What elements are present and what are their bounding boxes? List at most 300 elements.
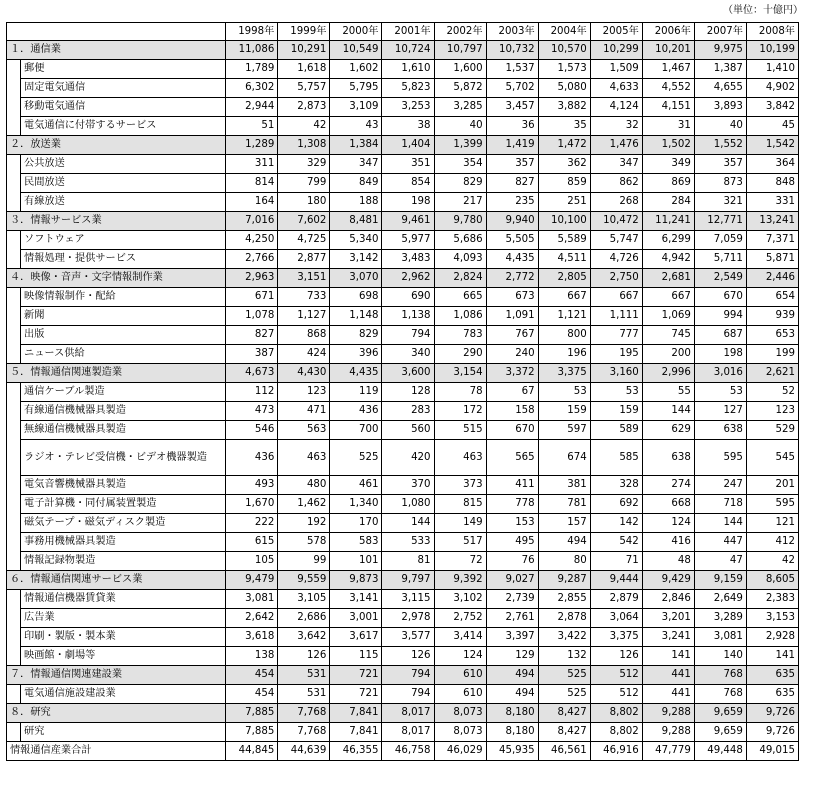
value-cell: 8,427 xyxy=(538,704,590,723)
value-cell: 687 xyxy=(694,326,746,345)
value-cell: 585 xyxy=(590,440,642,476)
value-cell: 610 xyxy=(434,666,486,685)
value-cell: 9,287 xyxy=(538,571,590,590)
item-label: 映画館・劇場等 xyxy=(21,647,226,666)
value-cell: 849 xyxy=(330,174,382,193)
item-label: ニュース供給 xyxy=(21,345,226,364)
value-cell: 55 xyxy=(642,383,694,402)
value-cell: 4,511 xyxy=(538,250,590,269)
value-cell: 5,795 xyxy=(330,79,382,98)
value-cell: 546 xyxy=(226,421,278,440)
value-cell: 10,291 xyxy=(278,41,330,60)
value-cell: 76 xyxy=(486,552,538,571)
value-cell: 9,726 xyxy=(746,704,798,723)
indent-cell xyxy=(7,60,21,79)
value-cell: 2,877 xyxy=(278,250,330,269)
value-cell: 673 xyxy=(486,288,538,307)
value-cell: 36 xyxy=(486,117,538,136)
value-cell: 46,561 xyxy=(538,742,590,761)
value-cell: 10,199 xyxy=(746,41,798,60)
value-cell: 196 xyxy=(538,345,590,364)
indent-cell xyxy=(7,402,21,421)
section-label: ３．情報サービス業 xyxy=(7,212,226,231)
value-cell: 589 xyxy=(590,421,642,440)
value-cell: 9,288 xyxy=(642,723,694,742)
value-cell: 5,871 xyxy=(746,250,798,269)
value-cell: 5,823 xyxy=(382,79,434,98)
value-cell: 1,670 xyxy=(226,495,278,514)
value-cell: 10,201 xyxy=(642,41,694,60)
value-cell: 424 xyxy=(278,345,330,364)
value-cell: 321 xyxy=(694,193,746,212)
value-cell: 53 xyxy=(694,383,746,402)
value-cell: 1,080 xyxy=(382,495,434,514)
value-cell: 1,091 xyxy=(486,307,538,326)
section-row xyxy=(7,364,799,383)
item-label: 公共放送 xyxy=(21,155,226,174)
value-cell: 667 xyxy=(590,288,642,307)
value-cell: 47 xyxy=(694,552,746,571)
value-cell: 411 xyxy=(486,476,538,495)
item-label: 研究 xyxy=(21,723,226,742)
value-cell: 869 xyxy=(642,174,694,193)
value-cell: 670 xyxy=(694,288,746,307)
value-cell: 311 xyxy=(226,155,278,174)
value-cell: 328 xyxy=(590,476,642,495)
value-cell: 2,846 xyxy=(642,590,694,609)
value-cell: 1,573 xyxy=(538,60,590,79)
value-cell: 45,935 xyxy=(486,742,538,761)
value-cell: 3,414 xyxy=(434,628,486,647)
value-cell: 721 xyxy=(330,666,382,685)
value-cell: 8,481 xyxy=(330,212,382,231)
value-cell: 7,885 xyxy=(226,704,278,723)
value-cell: 525 xyxy=(538,685,590,704)
value-cell: 461 xyxy=(330,476,382,495)
value-cell: 7,768 xyxy=(278,704,330,723)
item-label: 広告業 xyxy=(21,609,226,628)
value-cell: 340 xyxy=(382,345,434,364)
item-label: ラジオ・テレビ受信機・ビデオ機器製造 xyxy=(21,440,226,476)
value-cell: 121 xyxy=(746,514,798,533)
value-cell: 2,805 xyxy=(538,269,590,288)
value-cell: 1,404 xyxy=(382,136,434,155)
item-row xyxy=(7,231,799,250)
value-cell: 1,537 xyxy=(486,60,538,79)
value-cell: 381 xyxy=(538,476,590,495)
value-cell: 126 xyxy=(590,647,642,666)
value-cell: 201 xyxy=(746,476,798,495)
year-header: 2006年 xyxy=(642,23,694,41)
value-cell: 9,288 xyxy=(642,704,694,723)
value-cell: 396 xyxy=(330,345,382,364)
indent-cell xyxy=(7,79,21,98)
value-cell: 768 xyxy=(694,685,746,704)
item-row xyxy=(7,174,799,193)
item-label: 新聞 xyxy=(21,307,226,326)
value-cell: 563 xyxy=(278,421,330,440)
value-cell: 721 xyxy=(330,685,382,704)
value-cell: 124 xyxy=(434,647,486,666)
value-cell: 2,772 xyxy=(486,269,538,288)
value-cell: 71 xyxy=(590,552,642,571)
value-cell: 441 xyxy=(642,666,694,685)
value-cell: 159 xyxy=(590,402,642,421)
value-cell: 141 xyxy=(746,647,798,666)
value-cell: 128 xyxy=(382,383,434,402)
value-cell: 2,761 xyxy=(486,609,538,628)
value-cell: 141 xyxy=(642,647,694,666)
item-row xyxy=(7,307,799,326)
value-cell: 1,509 xyxy=(590,60,642,79)
value-cell: 3,457 xyxy=(486,98,538,117)
value-cell: 525 xyxy=(330,440,382,476)
value-cell: 10,299 xyxy=(590,41,642,60)
value-cell: 43 xyxy=(330,117,382,136)
value-cell: 597 xyxy=(538,421,590,440)
item-label: 有線通信機械器具製造 xyxy=(21,402,226,421)
value-cell: 9,873 xyxy=(330,571,382,590)
indent-cell xyxy=(7,288,21,307)
value-cell: 357 xyxy=(486,155,538,174)
value-cell: 142 xyxy=(590,514,642,533)
value-cell: 1,308 xyxy=(278,136,330,155)
value-cell: 8,017 xyxy=(382,723,434,742)
value-cell: 4,725 xyxy=(278,231,330,250)
indent-cell xyxy=(7,231,21,250)
section-row xyxy=(7,571,799,590)
value-cell: 615 xyxy=(226,533,278,552)
item-label: 出版 xyxy=(21,326,226,345)
value-cell: 5,505 xyxy=(486,231,538,250)
value-cell: 494 xyxy=(538,533,590,552)
value-cell: 7,768 xyxy=(278,723,330,742)
value-cell: 9,659 xyxy=(694,723,746,742)
table-body xyxy=(7,41,799,761)
value-cell: 814 xyxy=(226,174,278,193)
value-cell: 329 xyxy=(278,155,330,174)
value-cell: 794 xyxy=(382,326,434,345)
item-row xyxy=(7,117,799,136)
value-cell: 44,845 xyxy=(226,742,278,761)
year-header: 2002年 xyxy=(434,23,486,41)
value-cell: 126 xyxy=(382,647,434,666)
value-cell: 12,771 xyxy=(694,212,746,231)
value-cell: 2,873 xyxy=(278,98,330,117)
value-cell: 3,154 xyxy=(434,364,486,383)
value-cell: 827 xyxy=(226,326,278,345)
value-cell: 859 xyxy=(538,174,590,193)
value-cell: 9,479 xyxy=(226,571,278,590)
section-label: ８．研究 xyxy=(7,704,226,723)
value-cell: 529 xyxy=(746,421,798,440)
indent-cell xyxy=(7,326,21,345)
value-cell: 78 xyxy=(434,383,486,402)
item-row xyxy=(7,495,799,514)
value-cell: 3,893 xyxy=(694,98,746,117)
value-cell: 42 xyxy=(746,552,798,571)
value-cell: 10,570 xyxy=(538,41,590,60)
value-cell: 158 xyxy=(486,402,538,421)
section-row xyxy=(7,666,799,685)
value-cell: 447 xyxy=(694,533,746,552)
value-cell: 494 xyxy=(486,685,538,704)
value-cell: 138 xyxy=(226,647,278,666)
indent-cell xyxy=(7,193,21,212)
value-cell: 5,702 xyxy=(486,79,538,98)
item-label: 移動電気通信 xyxy=(21,98,226,117)
value-cell: 994 xyxy=(694,307,746,326)
item-row xyxy=(7,288,799,307)
value-cell: 35 xyxy=(538,117,590,136)
value-cell: 595 xyxy=(694,440,746,476)
value-cell: 4,435 xyxy=(486,250,538,269)
item-row xyxy=(7,345,799,364)
value-cell: 53 xyxy=(538,383,590,402)
value-cell: 4,673 xyxy=(226,364,278,383)
value-cell: 31 xyxy=(642,117,694,136)
value-cell: 777 xyxy=(590,326,642,345)
indent-cell xyxy=(7,117,21,136)
item-label: 磁気テープ・磁気ディスク製造 xyxy=(21,514,226,533)
value-cell: 354 xyxy=(434,155,486,174)
value-cell: 638 xyxy=(694,421,746,440)
value-cell: 32 xyxy=(590,117,642,136)
indent-cell xyxy=(7,307,21,326)
value-cell: 2,878 xyxy=(538,609,590,628)
value-cell: 8,605 xyxy=(746,571,798,590)
value-cell: 10,472 xyxy=(590,212,642,231)
value-cell: 512 xyxy=(590,685,642,704)
value-cell: 1,086 xyxy=(434,307,486,326)
value-cell: 6,302 xyxy=(226,79,278,98)
value-cell: 9,429 xyxy=(642,571,694,590)
item-row xyxy=(7,60,799,79)
value-cell: 3,105 xyxy=(278,590,330,609)
value-cell: 10,732 xyxy=(486,41,538,60)
value-cell: 733 xyxy=(278,288,330,307)
value-cell: 8,802 xyxy=(590,704,642,723)
value-cell: 1,148 xyxy=(330,307,382,326)
section-label: ２．放送業 xyxy=(7,136,226,155)
value-cell: 101 xyxy=(330,552,382,571)
section-label: １．通信業 xyxy=(7,41,226,60)
year-header: 2004年 xyxy=(538,23,590,41)
value-cell: 2,739 xyxy=(486,590,538,609)
value-cell: 5,340 xyxy=(330,231,382,250)
value-cell: 698 xyxy=(330,288,382,307)
section-row xyxy=(7,136,799,155)
value-cell: 240 xyxy=(486,345,538,364)
value-cell: 454 xyxy=(226,685,278,704)
value-cell: 3,618 xyxy=(226,628,278,647)
value-cell: 9,027 xyxy=(486,571,538,590)
value-cell: 222 xyxy=(226,514,278,533)
value-cell: 3,160 xyxy=(590,364,642,383)
value-cell: 159 xyxy=(538,402,590,421)
indent-cell xyxy=(7,174,21,193)
value-cell: 38 xyxy=(382,117,434,136)
section-label: ５．情報通信関連製造業 xyxy=(7,364,226,383)
value-cell: 8,073 xyxy=(434,704,486,723)
value-cell: 2,855 xyxy=(538,590,590,609)
value-cell: 7,602 xyxy=(278,212,330,231)
value-cell: 565 xyxy=(486,440,538,476)
item-row xyxy=(7,590,799,609)
value-cell: 829 xyxy=(434,174,486,193)
item-label: 情報記録物製造 xyxy=(21,552,226,571)
item-row xyxy=(7,552,799,571)
value-cell: 3,375 xyxy=(538,364,590,383)
value-cell: 144 xyxy=(382,514,434,533)
value-cell: 1,111 xyxy=(590,307,642,326)
value-cell: 5,080 xyxy=(538,79,590,98)
value-cell: 4,633 xyxy=(590,79,642,98)
value-cell: 473 xyxy=(226,402,278,421)
value-cell: 4,250 xyxy=(226,231,278,250)
value-cell: 4,726 xyxy=(590,250,642,269)
value-cell: 2,879 xyxy=(590,590,642,609)
value-cell: 848 xyxy=(746,174,798,193)
value-cell: 373 xyxy=(434,476,486,495)
value-cell: 247 xyxy=(694,476,746,495)
value-cell: 123 xyxy=(278,383,330,402)
value-cell: 2,928 xyxy=(746,628,798,647)
item-label: 通信ケーブル製造 xyxy=(21,383,226,402)
value-cell: 51 xyxy=(226,117,278,136)
value-cell: 364 xyxy=(746,155,798,174)
year-header: 1998年 xyxy=(226,23,278,41)
indent-cell xyxy=(7,552,21,571)
item-label: 民間放送 xyxy=(21,174,226,193)
value-cell: 362 xyxy=(538,155,590,174)
value-cell: 9,159 xyxy=(694,571,746,590)
value-cell: 862 xyxy=(590,174,642,193)
value-cell: 1,387 xyxy=(694,60,746,79)
value-cell: 144 xyxy=(642,402,694,421)
value-cell: 2,642 xyxy=(226,609,278,628)
indent-cell xyxy=(7,476,21,495)
industry-data-table xyxy=(6,22,799,761)
value-cell: 868 xyxy=(278,326,330,345)
value-cell: 9,726 xyxy=(746,723,798,742)
value-cell: 1,399 xyxy=(434,136,486,155)
value-cell: 1,552 xyxy=(694,136,746,155)
value-cell: 7,841 xyxy=(330,704,382,723)
value-cell: 525 xyxy=(538,666,590,685)
value-cell: 799 xyxy=(278,174,330,193)
value-cell: 1,462 xyxy=(278,495,330,514)
value-cell: 45 xyxy=(746,117,798,136)
year-header: 2007年 xyxy=(694,23,746,41)
value-cell: 463 xyxy=(278,440,330,476)
year-header: 2003年 xyxy=(486,23,538,41)
value-cell: 515 xyxy=(434,421,486,440)
value-cell: 1,502 xyxy=(642,136,694,155)
value-cell: 198 xyxy=(382,193,434,212)
value-cell: 9,392 xyxy=(434,571,486,590)
value-cell: 283 xyxy=(382,402,434,421)
value-cell: 542 xyxy=(590,533,642,552)
value-cell: 3,600 xyxy=(382,364,434,383)
value-cell: 347 xyxy=(590,155,642,174)
value-cell: 7,841 xyxy=(330,723,382,742)
value-cell: 9,975 xyxy=(694,41,746,60)
value-cell: 67 xyxy=(486,383,538,402)
value-cell: 3,153 xyxy=(746,609,798,628)
value-cell: 512 xyxy=(590,666,642,685)
value-cell: 10,797 xyxy=(434,41,486,60)
value-cell: 268 xyxy=(590,193,642,212)
value-cell: 387 xyxy=(226,345,278,364)
indent-cell xyxy=(7,609,21,628)
value-cell: 1,419 xyxy=(486,136,538,155)
value-cell: 854 xyxy=(382,174,434,193)
value-cell: 180 xyxy=(278,193,330,212)
value-cell: 3,016 xyxy=(694,364,746,383)
value-cell: 690 xyxy=(382,288,434,307)
year-header: 1999年 xyxy=(278,23,330,41)
indent-cell xyxy=(7,98,21,117)
value-cell: 2,686 xyxy=(278,609,330,628)
value-cell: 3,070 xyxy=(330,269,382,288)
value-cell: 49,015 xyxy=(746,742,798,761)
value-cell: 46,758 xyxy=(382,742,434,761)
year-header: 2005年 xyxy=(590,23,642,41)
value-cell: 3,642 xyxy=(278,628,330,647)
indent-cell xyxy=(7,514,21,533)
value-cell: 441 xyxy=(642,685,694,704)
value-cell: 3,882 xyxy=(538,98,590,117)
value-cell: 5,872 xyxy=(434,79,486,98)
value-cell: 1,467 xyxy=(642,60,694,79)
value-cell: 72 xyxy=(434,552,486,571)
value-cell: 3,109 xyxy=(330,98,382,117)
value-cell: 531 xyxy=(278,685,330,704)
value-cell: 3,375 xyxy=(590,628,642,647)
value-cell: 251 xyxy=(538,193,590,212)
value-cell: 1,127 xyxy=(278,307,330,326)
value-cell: 3,064 xyxy=(590,609,642,628)
item-row xyxy=(7,193,799,212)
value-cell: 667 xyxy=(538,288,590,307)
item-row xyxy=(7,440,799,476)
value-cell: 164 xyxy=(226,193,278,212)
value-cell: 436 xyxy=(226,440,278,476)
value-cell: 416 xyxy=(642,533,694,552)
value-cell: 1,410 xyxy=(746,60,798,79)
value-cell: 9,780 xyxy=(434,212,486,231)
value-cell: 129 xyxy=(486,647,538,666)
total-row xyxy=(7,742,799,761)
value-cell: 192 xyxy=(278,514,330,533)
value-cell: 3,577 xyxy=(382,628,434,647)
item-row xyxy=(7,685,799,704)
value-cell: 49,448 xyxy=(694,742,746,761)
value-cell: 11,241 xyxy=(642,212,694,231)
value-cell: 235 xyxy=(486,193,538,212)
value-cell: 781 xyxy=(538,495,590,514)
value-cell: 80 xyxy=(538,552,590,571)
value-cell: 52 xyxy=(746,383,798,402)
value-cell: 2,824 xyxy=(434,269,486,288)
value-cell: 3,115 xyxy=(382,590,434,609)
value-cell: 4,435 xyxy=(330,364,382,383)
value-cell: 11,086 xyxy=(226,41,278,60)
value-cell: 629 xyxy=(642,421,694,440)
value-cell: 1,789 xyxy=(226,60,278,79)
value-cell: 454 xyxy=(226,666,278,685)
